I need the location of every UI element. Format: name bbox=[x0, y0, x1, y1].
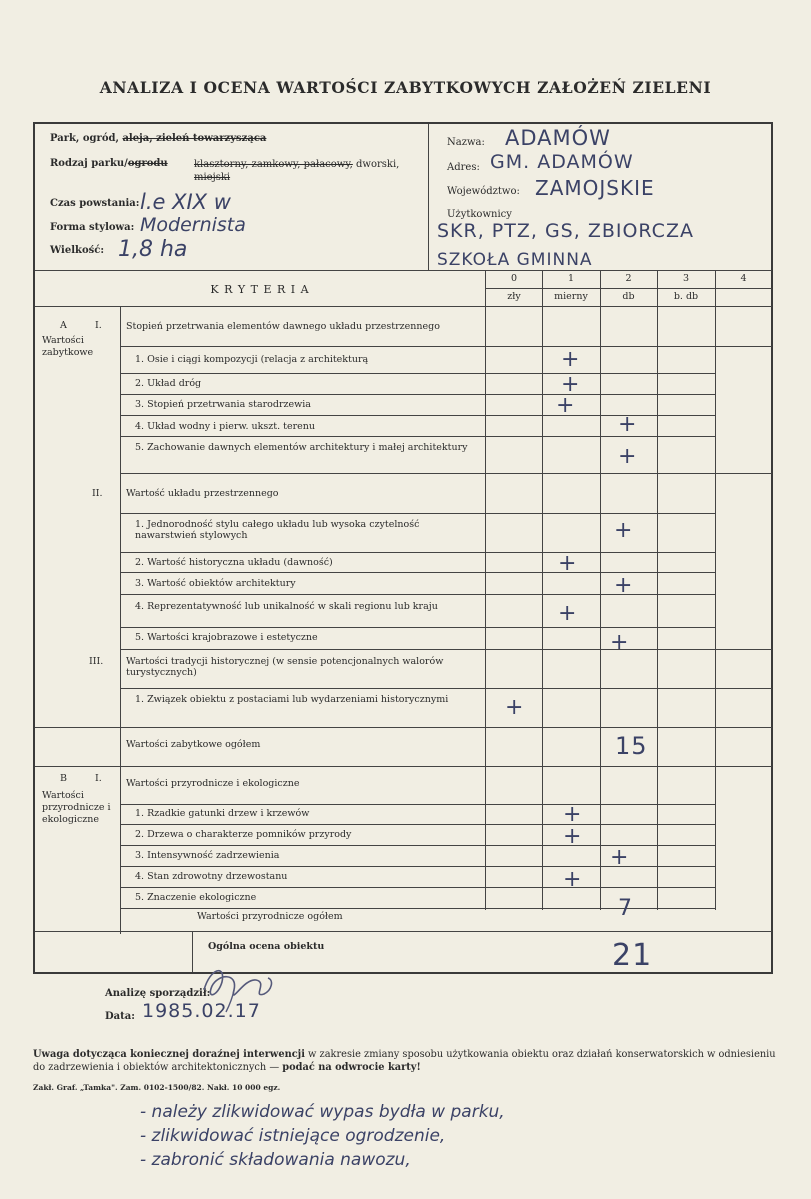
criterion-a2-1: 1. Jednorodność stylu całego układu lub wysoka czytelność nawarstwień stylowych bbox=[135, 519, 420, 541]
criterion-a1-3: 3. Stopień przetrwania starodrzewia bbox=[135, 399, 311, 410]
score-2-label: db bbox=[622, 291, 635, 302]
created-label: Czas powstania: bbox=[50, 198, 140, 209]
users-value-2: SZKOŁA GMINNA bbox=[437, 250, 593, 270]
size-label: Wielkość: bbox=[50, 245, 105, 256]
size-value: 1,8 ha bbox=[118, 237, 188, 262]
mark-b-3: + bbox=[610, 845, 629, 870]
group-b1-title: Wartości przyrodnicze i ekologiczne bbox=[126, 778, 300, 789]
print-info: Zakł. Graf. „Tamka". Zam. 0102-1500/82. Nakł. 10 000 egz. bbox=[33, 1083, 281, 1092]
header-divider bbox=[428, 124, 429, 270]
score-2-num: 2 bbox=[625, 273, 632, 284]
style-label: Forma stylowa: bbox=[50, 222, 135, 233]
overall-label: Ogólna ocena obiektu bbox=[208, 941, 325, 952]
mark-a3-1: + bbox=[505, 695, 524, 720]
type-options: klasztorny, zamkowy, pałacowy, dworski, miejski bbox=[194, 159, 400, 183]
criterion-b-4: 4. Stan zdrowotny drzewostanu bbox=[135, 871, 288, 882]
mark-a2-5: + bbox=[610, 630, 629, 655]
criterion-a1-4: 4. Układ wodny i pierw. ukszt. terenu bbox=[135, 421, 315, 432]
handwritten-note-3: - zabronić składowania nawozu, bbox=[140, 1150, 411, 1170]
date-value: 1985.02.17 bbox=[142, 1000, 261, 1022]
criteria-header: K R Y T E R I A bbox=[210, 283, 310, 296]
row-line bbox=[121, 346, 772, 347]
criterion-a2-4: 4. Reprezentatywność lub unikalność w skali regionu lub kraju bbox=[135, 601, 438, 612]
mark-a1-1: + bbox=[561, 347, 580, 372]
document-title: ANALIZA I OCENA WARTOŚCI ZABYTKOWYCH ZAŁOŻEŃ ZIELENI bbox=[99, 78, 712, 97]
section-a-roman: I. bbox=[95, 320, 102, 331]
row-line bbox=[121, 394, 715, 395]
section-b-letter: B bbox=[60, 773, 67, 784]
section-b-bottom bbox=[35, 931, 772, 932]
handwritten-note-2: - zlikwidować istniejące ogrodzenie, bbox=[140, 1126, 446, 1146]
criterion-b-1: 1. Rzadkie gatunki drzew i krzewów bbox=[135, 808, 310, 819]
row-line bbox=[121, 688, 772, 689]
type-label: Rodzaj parku/ogrodu bbox=[50, 158, 168, 169]
overall-left-line bbox=[192, 931, 193, 972]
voivodeship-label: Województwo: bbox=[447, 186, 520, 197]
row-line bbox=[121, 649, 772, 650]
intervention-note: Uwaga dotycząca koniecznej doraźnej interwencji w zakresie zmiany sposobu użytkowania obiektu oraz działań konserwatorskich w odniesieniu do zadrzewienia i obiektów architektonicznych — podać na odwrocie karty! bbox=[33, 1049, 776, 1073]
section-a-name: Wartości zabytkowe bbox=[42, 335, 94, 358]
mark-a2-4: + bbox=[558, 601, 577, 626]
criterion-b-2: 2. Drzewa o charakterze pomników przyrody bbox=[135, 829, 352, 840]
mark-a1-3: + bbox=[556, 393, 575, 418]
row-line bbox=[121, 824, 715, 825]
score-col-1-line bbox=[542, 270, 543, 910]
left-col-divider bbox=[120, 306, 121, 934]
group-a1-title: Stopień przetrwania elementów dawnego układu przestrzennego bbox=[126, 321, 440, 332]
total-b-value: 7 bbox=[618, 896, 633, 921]
mark-a1-5: + bbox=[618, 444, 637, 469]
criterion-b-5: 5. Znaczenie ekologiczne bbox=[135, 892, 257, 903]
address-value: GM. ADAMÓW bbox=[490, 151, 634, 173]
score-0-num: 0 bbox=[510, 273, 518, 284]
row-line bbox=[121, 627, 715, 628]
mark-b-2: + bbox=[563, 824, 582, 849]
row-line bbox=[121, 887, 715, 888]
criterion-a1-1: 1. Osie i ciągi kompozycji (relacja z architekturą bbox=[135, 354, 369, 365]
park-label: Park, ogród, aleja, zieleń towarzysząca bbox=[50, 133, 267, 144]
row-line bbox=[121, 373, 715, 374]
row-line bbox=[121, 552, 715, 553]
group-a3-title: Wartości tradycji historycznej (w sensie potencjonalnych walorów turystycznych) bbox=[126, 656, 444, 678]
group-a2-title: Wartość układu przestrzennego bbox=[126, 488, 279, 499]
criterion-b-3: 3. Intensywność zadrzewienia bbox=[135, 850, 280, 861]
criterion-a2-3: 3. Wartość obiektów architektury bbox=[135, 578, 296, 589]
score-col-3-line bbox=[657, 270, 658, 910]
table-header-bottom bbox=[35, 306, 772, 307]
score-col-4-line bbox=[715, 270, 716, 910]
name-value: ADAMÓW bbox=[505, 126, 611, 150]
mark-b-1: + bbox=[563, 802, 582, 827]
total-a-value: 15 bbox=[615, 732, 648, 760]
row-line bbox=[121, 513, 715, 514]
handwritten-note-1: - należy zlikwidować wypas bydła w parku, bbox=[140, 1102, 505, 1122]
score-header-line bbox=[485, 288, 772, 289]
section-a-bottom bbox=[35, 766, 772, 767]
voivodeship-value: ZAMOJSKIE bbox=[535, 176, 655, 200]
criterion-a3-1: 1. Związek obiektu z postaciami lub wydarzeniami historycznymi bbox=[135, 694, 449, 705]
mark-a1-4: + bbox=[618, 412, 637, 437]
mark-b-4: + bbox=[563, 867, 582, 892]
users-label: Użytkownicy bbox=[447, 209, 512, 220]
section-b-roman: I. bbox=[95, 773, 102, 784]
handwritten-notes bbox=[140, 1100, 800, 1172]
date-label: Data: bbox=[105, 1011, 135, 1022]
name-label: Nazwa: bbox=[447, 137, 485, 148]
section-a-roman-2: II. bbox=[92, 488, 103, 499]
total-b-label: Wartości przyrodnicze ogółem bbox=[197, 911, 343, 922]
criterion-a2-5: 5. Wartości krajobrazowe i estetyczne bbox=[135, 632, 318, 643]
row-line bbox=[35, 727, 772, 728]
score-3-num: 3 bbox=[682, 273, 690, 284]
mark-a1-2: + bbox=[561, 372, 580, 397]
users-value-1: SKR, PTZ, GS, ZBIORCZA bbox=[437, 220, 694, 242]
score-1-label: mierny bbox=[554, 291, 588, 302]
total-a-label: Wartości zabytkowe ogółem bbox=[126, 739, 261, 750]
score-4-num: 4 bbox=[740, 273, 747, 284]
style-value: Modernista bbox=[140, 214, 246, 236]
mark-a2-3: + bbox=[614, 573, 633, 598]
row-line bbox=[121, 804, 715, 805]
score-col-2-line bbox=[600, 270, 601, 910]
score-col-0-line bbox=[485, 270, 486, 910]
overall-value: 21 bbox=[612, 938, 653, 973]
address-label: Adres: bbox=[447, 162, 480, 173]
criterion-a2-2: 2. Wartość historyczna układu (dawność) bbox=[135, 557, 333, 568]
section-b-name: Wartości przyrodnicze i ekologiczne bbox=[42, 790, 111, 825]
section-a-letter: A bbox=[60, 320, 67, 331]
prepared-label: Analizę sporządził: bbox=[105, 988, 211, 999]
mark-a2-1: + bbox=[614, 518, 633, 543]
score-1-num: 1 bbox=[567, 273, 575, 284]
score-3-label: b. db bbox=[673, 291, 699, 302]
mark-a2-2: + bbox=[558, 551, 577, 576]
created-value: l.e XIX w bbox=[140, 190, 231, 214]
section-a-roman-3: III. bbox=[89, 656, 104, 667]
row-line bbox=[121, 473, 772, 474]
criterion-a1-2: 2. Układ dróg bbox=[135, 378, 202, 389]
criterion-a1-5: 5. Zachowanie dawnych elementów architektury i małej architektury bbox=[135, 442, 468, 453]
score-0-label: zły bbox=[507, 291, 521, 302]
header-bottom-line bbox=[35, 270, 772, 271]
